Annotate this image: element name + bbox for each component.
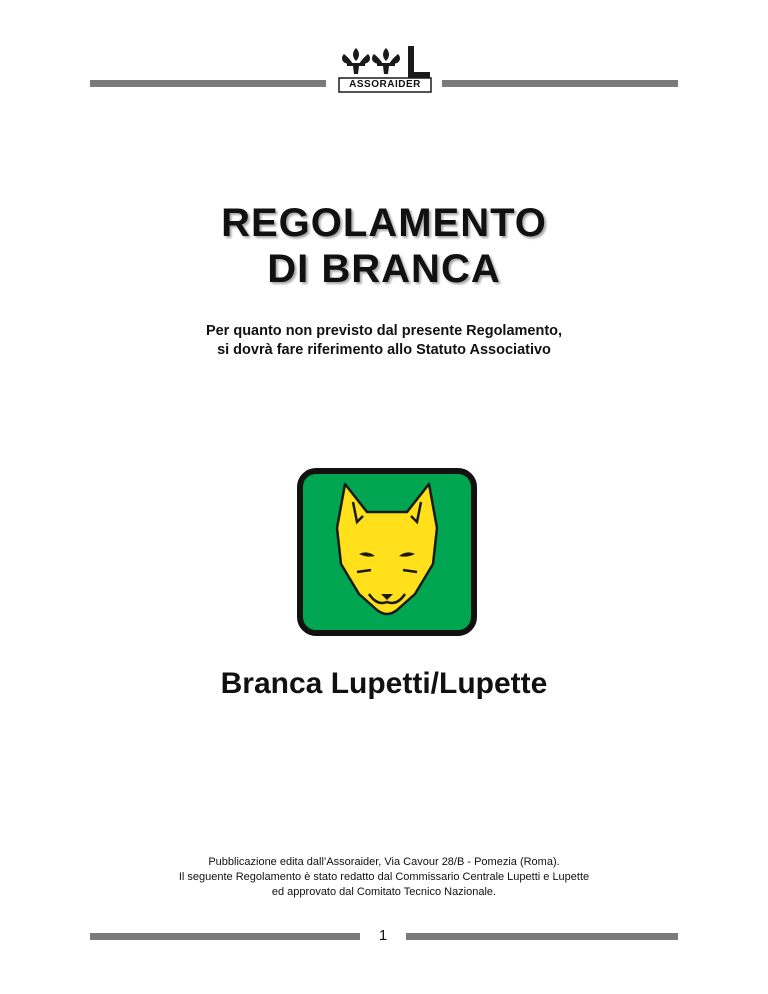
- publication-credit-line-2: Il seguente Regolamento è stato redatto dal Commissario Centrale Lupetti e Lupette: [178, 871, 590, 883]
- publication-credit-line-1: Pubblicazione edita dall’Assoraider, Via Cavour 28/B - Pomezia (Roma).: [208, 856, 560, 868]
- page-title-line-1: REGOLAMENTO: [221, 201, 547, 245]
- page-title-line-2: DI BRANCA: [267, 247, 501, 291]
- page-number: 1: [378, 927, 388, 944]
- publication-credit-line-3: ed approvato dal Comitato Tecnico Nazionale.: [271, 886, 497, 898]
- assoraider-logo: [338, 44, 432, 94]
- statute-note-line-1: Per quanto non previsto dal presente Regolamento,: [205, 323, 563, 339]
- wolf-head-emblem-icon: [297, 468, 477, 636]
- top-rule-left: [90, 80, 326, 87]
- branch-name: Branca Lupetti/Lupette: [220, 667, 548, 700]
- top-rule-right: [442, 80, 678, 87]
- bottom-rule-left: [90, 933, 360, 940]
- logo-text: ASSORAIDER: [349, 79, 421, 90]
- bottom-rule-right: [406, 933, 678, 940]
- statute-note-line-2: si dovrà fare riferimento allo Statuto Associativo: [217, 342, 551, 358]
